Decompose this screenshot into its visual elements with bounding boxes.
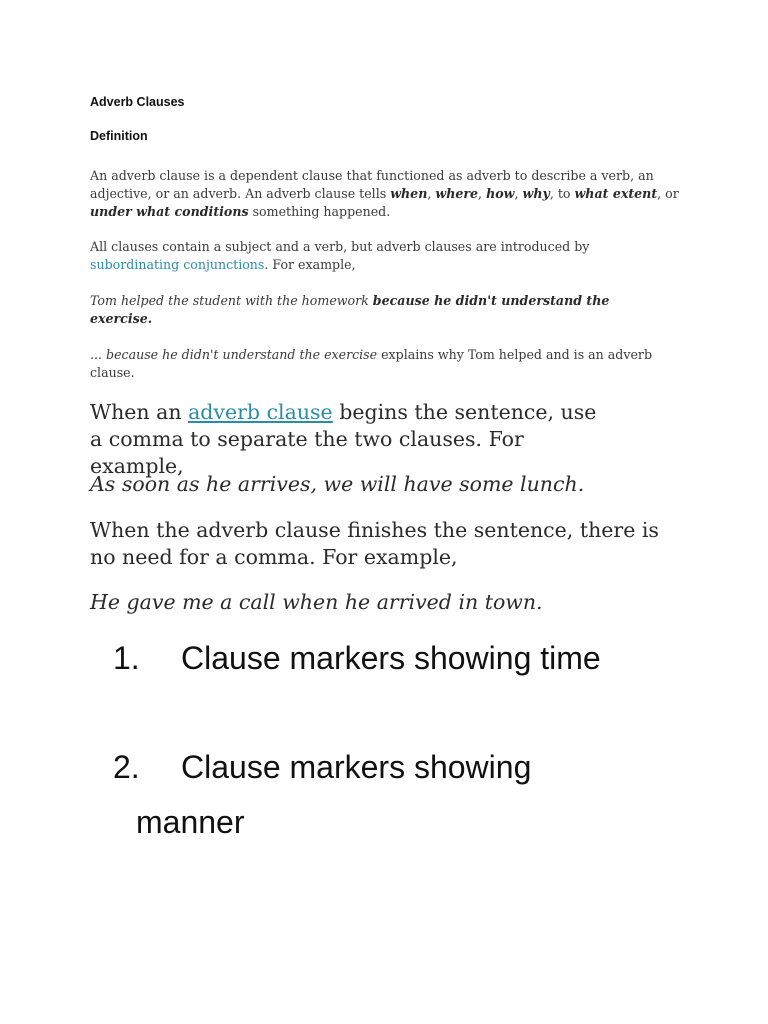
example-sentence-1: Tom helped the student with the homework because he didn't understand the exercise. [90,293,610,326]
list-item-time: Clause markers showing time [181,640,601,676]
adverb-clause-link[interactable]: adverb clause [188,400,333,424]
list-item-manner: Clause markers showing [181,749,532,785]
list-number-2: 2. [113,749,140,785]
document-title: Adverb Clauses [90,95,185,109]
clauses-paragraph: All clauses contain a subject and a verb, but adverb clauses are introduced by subordinating conjunctions. For example, [90,239,590,272]
list-number-1: 1. [113,640,140,676]
section-heading: Definition [90,129,148,143]
explanation-paragraph: ... because he didn't understand the exercise explains why Tom helped and is an adverb clause. [90,347,653,380]
example-sentence-3: He gave me a call when he arrived in town. [90,590,543,614]
list-item-manner-continued: manner [136,804,245,840]
example-sentence-2: As soon as he arrives, we will have some lunch. [90,472,585,496]
subordinating-conjunctions-link[interactable]: subordinating conjunctions [90,257,265,272]
comma-rule-paragraph: When an adverb clause begins the sentence, use a comma to separate the two clauses. For example, [90,400,597,478]
no-comma-paragraph: When the adverb clause finishes the sentence, there is no need for a comma. For example, [90,518,659,569]
definition-paragraph: An adverb clause is a dependent clause that functioned as adverb to describe a verb, an adjective, or an adverb. An adverb clause tells when, where, how, why, to what extent, or under what conditions something happened. [90,168,679,219]
